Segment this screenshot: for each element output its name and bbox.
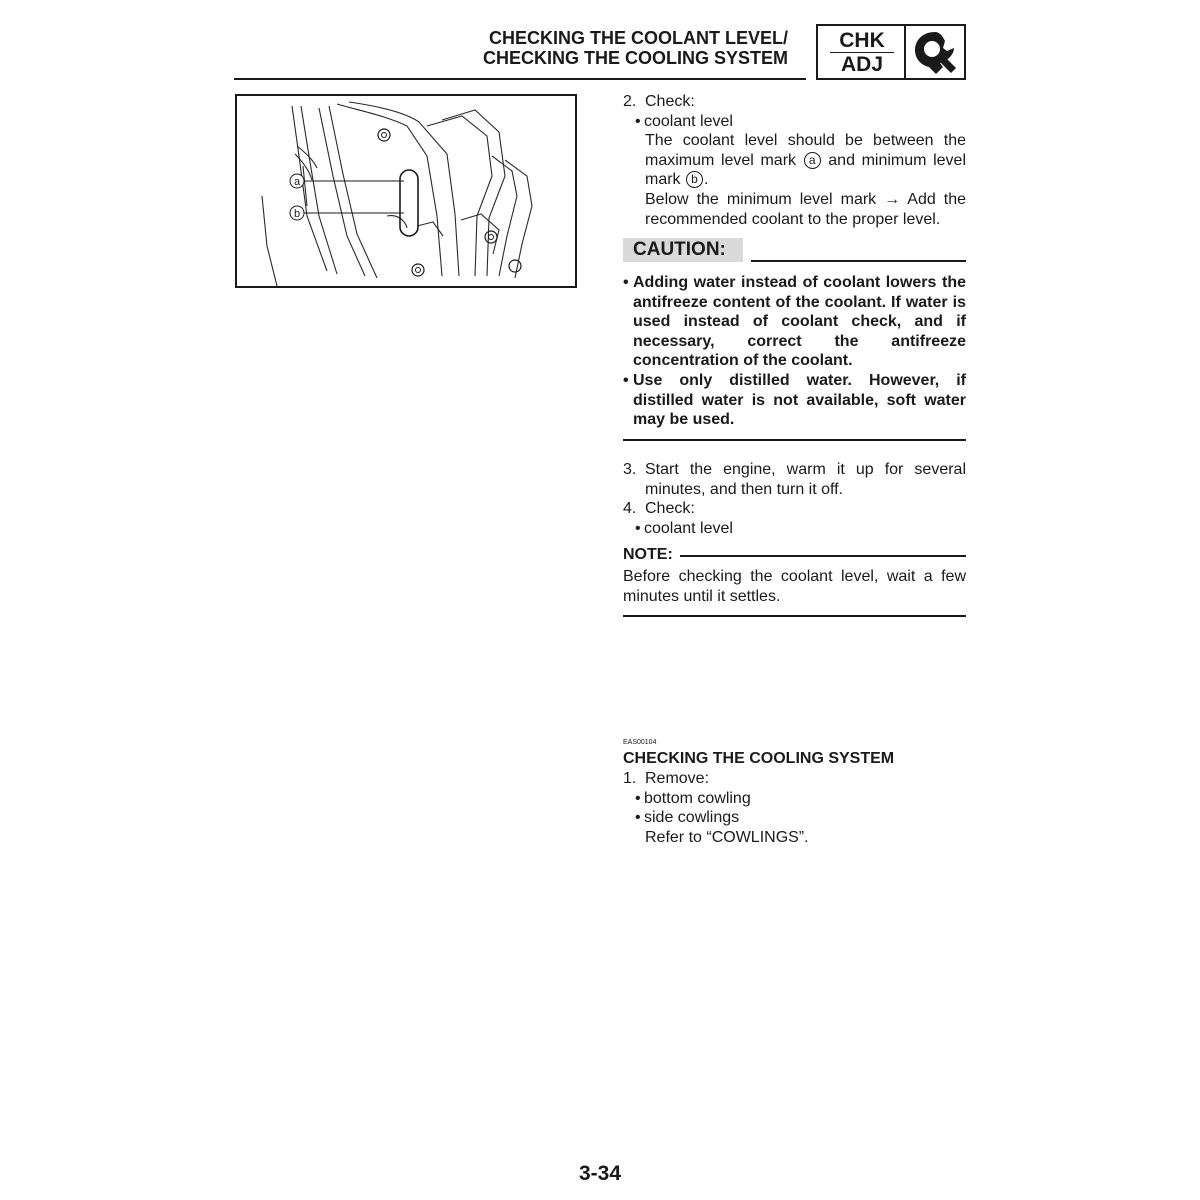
add-coolant-paragraph: Below the minimum level mark → Add the recommended coolant to the proper level. — [645, 190, 966, 228]
paragraph-text-2: and minimum level mark — [645, 151, 967, 189]
caution-rule — [751, 260, 966, 262]
step-3 — [623, 460, 966, 499]
step-title: Check: — [645, 93, 695, 110]
step-title: Check: — [645, 500, 695, 518]
bullet-item — [623, 519, 966, 539]
bullet-text: side cowlings — [644, 809, 740, 827]
section-code: EAS00104 — [623, 739, 657, 746]
figure-label-b: b — [293, 208, 301, 220]
bullet-text: coolant level — [644, 112, 733, 130]
bullet-text: coolant level — [644, 519, 733, 537]
reservoir-drawing — [237, 96, 575, 286]
caution-item-text: Use only distilled water. However, if distilled water is not available, soft water may be used. — [633, 371, 966, 429]
step-number: 2. — [623, 93, 637, 110]
coolant-level-paragraph — [623, 131, 966, 190]
note-end-rule — [623, 615, 966, 617]
step-2-block — [623, 92, 966, 229]
caution-end-rule — [623, 439, 966, 441]
note-header — [623, 545, 966, 565]
caution-item — [623, 371, 966, 430]
step-number: 4. — [623, 500, 637, 518]
caution-header — [623, 238, 966, 264]
section-step-1 — [623, 769, 966, 789]
section-steps — [623, 769, 966, 847]
caution-item-text: Adding water instead of coolant lowers the antifreeze content of the coolant. If water is used instead of coolant check, and if necessary, correct the antifreeze concentration of the coolant. — [633, 274, 966, 370]
bullet-dot: • — [635, 519, 641, 537]
bullet-item — [623, 789, 966, 809]
bullet-dot: • — [623, 371, 629, 389]
badge-vertical-rule — [904, 26, 906, 78]
note-text: Before checking the coolant level, wait a few minutes until it settles. — [623, 568, 966, 605]
header-title-line-1: CHECKING THE COOLANT LEVEL/ — [488, 28, 788, 48]
paragraph-text-3: . — [704, 171, 709, 189]
chk-adj-badge — [816, 24, 966, 80]
header-rule — [234, 78, 806, 80]
step-2-heading — [623, 92, 966, 112]
caution-label: CAUTION: — [623, 238, 743, 262]
badge-chk-label: CHK — [839, 29, 885, 52]
cowlings-reference: Refer to “COWLINGS”. — [645, 828, 809, 846]
bullet-dot: • — [635, 809, 641, 827]
mark-a-callout: a — [804, 152, 821, 169]
bullet-dot: • — [635, 789, 641, 807]
bullet-dot: • — [635, 112, 641, 130]
badge-adj-label: ADJ — [840, 53, 883, 76]
step-number: 1. — [623, 770, 637, 787]
step-number: 3. — [623, 461, 637, 478]
section-title: CHECKING THE COOLING SYSTEM — [623, 750, 895, 767]
step-4-heading — [623, 499, 966, 519]
page-header-title — [430, 28, 788, 68]
figure-label-a: a — [293, 176, 301, 188]
bullet-item — [623, 808, 966, 828]
bullet-text: bottom cowling — [644, 789, 751, 807]
paragraph-text-1: The coolant level should be between the maximum level mark — [645, 132, 966, 169]
bullet-item — [623, 112, 966, 132]
wrench-icon — [910, 28, 960, 76]
caution-item — [623, 273, 966, 371]
steps-3-4-block — [623, 460, 966, 538]
step-title: Remove: — [645, 770, 710, 787]
page-number: 3-34 — [578, 1162, 622, 1185]
step-text: Start the engine, warm it up for several minutes, and then turn it off. — [645, 461, 966, 498]
mark-b-callout: b — [686, 171, 703, 188]
coolant-reservoir-illustration — [235, 94, 577, 288]
bullet-dot: • — [623, 274, 629, 291]
caution-list — [623, 273, 966, 430]
note-rule — [680, 555, 966, 557]
header-title-line-2: CHECKING THE COOLING SYSTEM — [482, 48, 788, 68]
note-label: NOTE: — [623, 546, 673, 563]
